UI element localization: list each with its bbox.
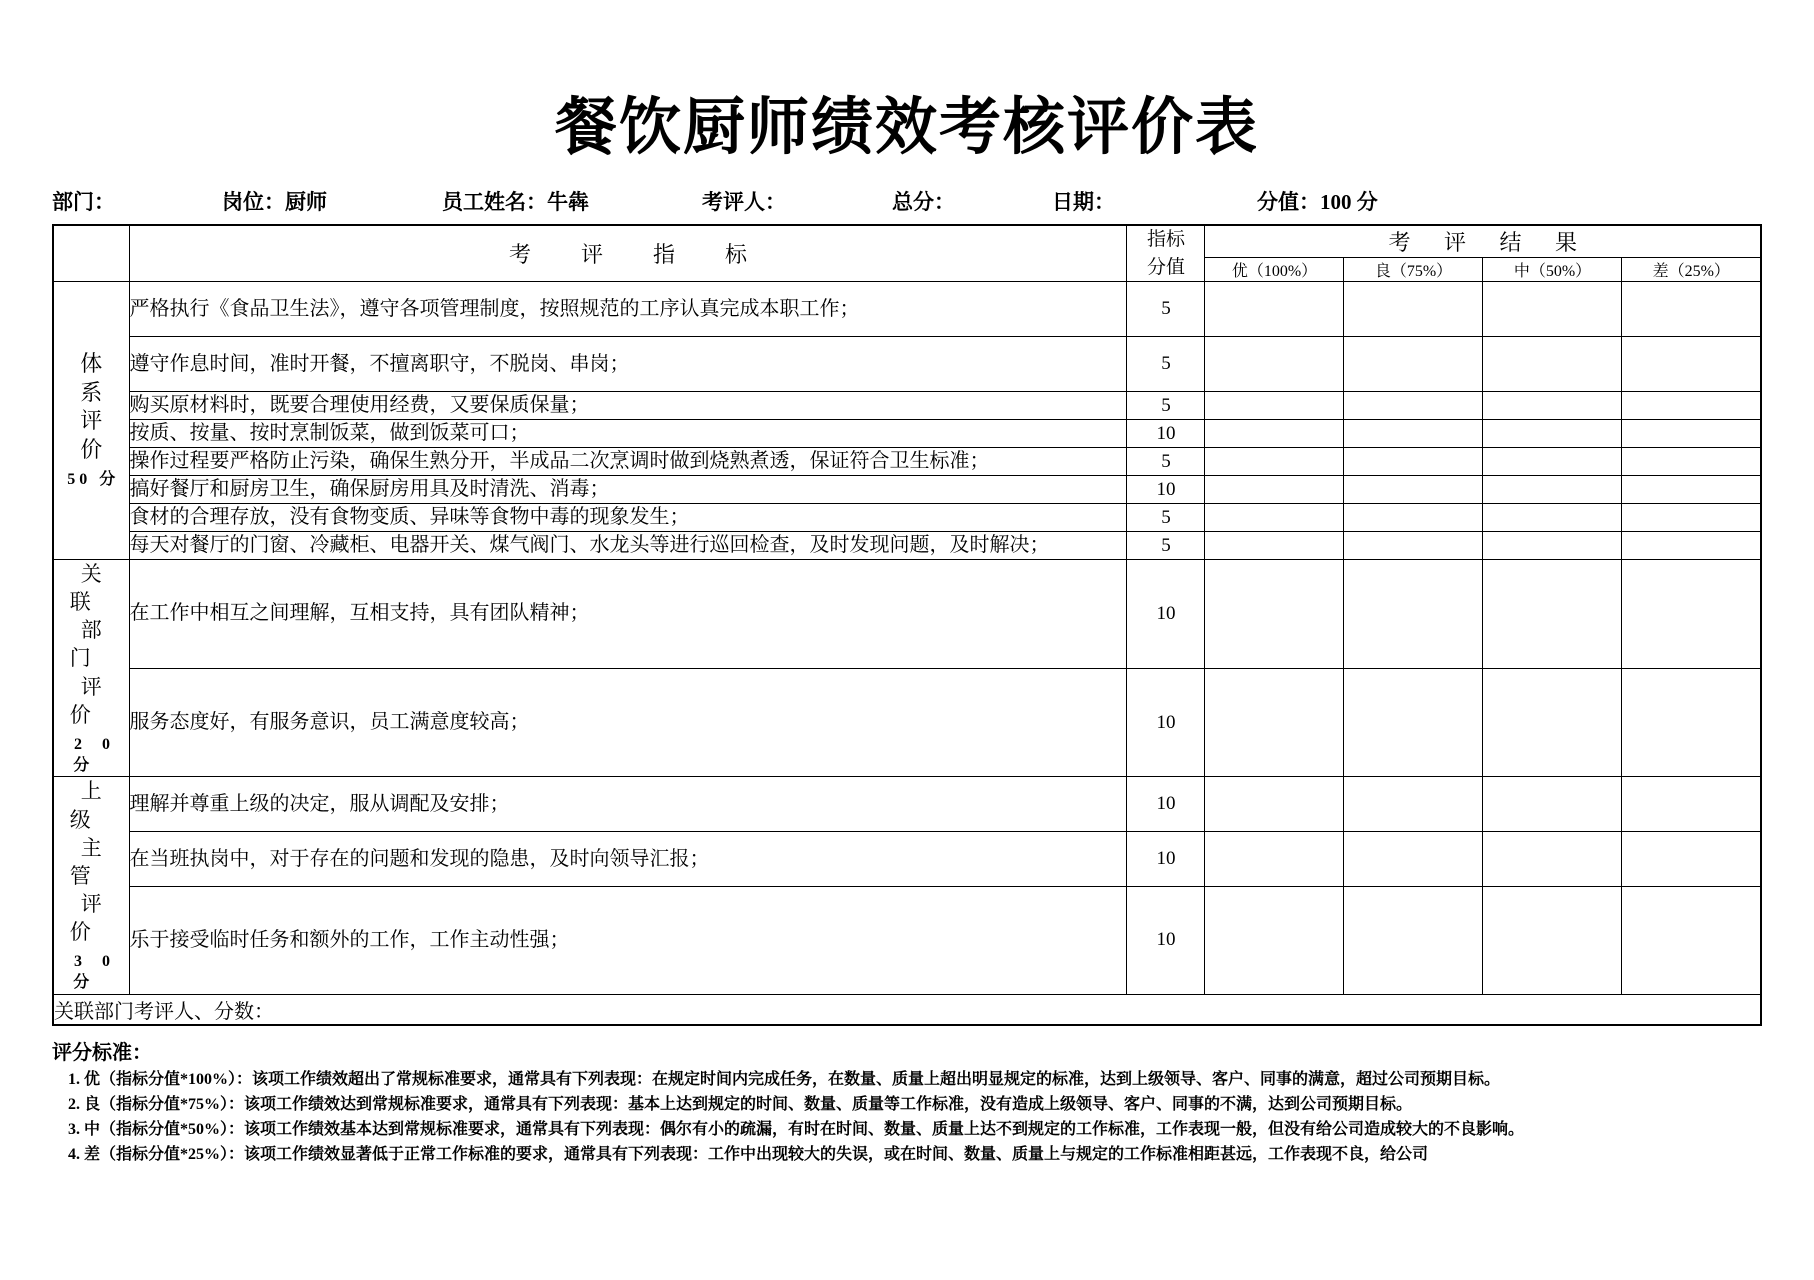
category-label-part: 主管 [69, 835, 124, 888]
indicator-text: 每天对餐厅的门窗、冷藏柜、电器开关、煤气阀门、水龙头等进行巡回检查，及时发现问题，及时解决； [129, 532, 1127, 560]
page-title: 餐饮厨师绩效考核评价表 [554, 90, 1259, 163]
indicator-points: 10 [1127, 560, 1205, 669]
indicator-text: 按质、按量、按时烹制饭菜，做到饭菜可口； [129, 420, 1127, 448]
criteria-item: 1. 优（指标分值*100%）：该项工作绩效超出了常规标准要求，通常具有下列表现：在规定时间内完成任务，在数量、质量上超出明显规定的标准，达到上级领导、客户、同事的满意，超过公司预期目标。 [68, 1070, 1501, 1088]
score-cell-average[interactable] [1483, 282, 1622, 337]
indicator-points: 5 [1127, 504, 1205, 532]
category-points: 50 分 [67, 471, 120, 489]
category-label-part: 价 [80, 436, 103, 462]
employee-name-field[interactable]: 员工姓名：牛犇 [442, 190, 589, 214]
category-cell [53, 282, 129, 560]
category-points: 30 分 [73, 953, 130, 991]
score-cell-excellent[interactable] [1205, 448, 1344, 476]
table-row [53, 392, 1761, 420]
score-cell-poor[interactable] [1622, 560, 1761, 669]
indicator-points: 5 [1127, 282, 1205, 337]
indicator-text: 乐于接受临时任务和额外的工作，工作主动性强； [129, 887, 1127, 995]
score-cell-average[interactable] [1483, 532, 1622, 560]
header-points-line2: 分值 [1146, 256, 1185, 278]
indicator-text: 服务态度好，有服务意识，员工满意度较高； [129, 668, 1127, 777]
score-cell-good[interactable] [1344, 777, 1483, 832]
header-indicator: 考 评 指 标 [129, 225, 1127, 282]
category-label-part: 评 [80, 408, 103, 434]
score-cell-good[interactable] [1344, 832, 1483, 887]
score-cell-average[interactable] [1483, 887, 1622, 995]
header-level-average: 中（50%） [1483, 258, 1622, 282]
score-cell-average[interactable] [1483, 420, 1622, 448]
score-cell-average[interactable] [1483, 476, 1622, 504]
score-cell-poor[interactable] [1622, 504, 1761, 532]
score-cell-poor[interactable] [1622, 668, 1761, 777]
criteria-item: 3. 中（指标分值*50%）：该项工作绩效基本达到常规标准要求，通常具有下列表现：偶尔有小的疏漏，有时在时间、数量、质量上达不到规定的工作标准，工作表现一般，但没有给公司造成较大的不良影响。 [68, 1120, 1525, 1138]
score-cell-excellent[interactable] [1205, 392, 1344, 420]
indicator-points: 10 [1127, 668, 1205, 777]
header-points [1127, 225, 1205, 282]
max-score-label: 分值：100 分 [1257, 190, 1378, 214]
score-cell-excellent[interactable] [1205, 887, 1344, 995]
table-row [53, 832, 1761, 887]
table-row [53, 448, 1761, 476]
category-label-part: 评价 [69, 891, 124, 945]
table-row [53, 420, 1761, 448]
table-row [53, 668, 1761, 777]
header-level-excellent: 优（100%） [1205, 258, 1344, 282]
indicator-points: 10 [1127, 887, 1205, 995]
category-label-part: 系 [80, 379, 103, 405]
score-cell-good[interactable] [1344, 392, 1483, 420]
indicator-points: 5 [1127, 337, 1205, 392]
rater-field[interactable]: 考评人： [702, 190, 786, 214]
table-row [53, 532, 1761, 560]
score-cell-good[interactable] [1344, 448, 1483, 476]
indicator-points: 10 [1127, 420, 1205, 448]
score-cell-excellent[interactable] [1205, 476, 1344, 504]
score-cell-poor[interactable] [1622, 392, 1761, 420]
table-row [53, 777, 1761, 832]
table-footer [53, 994, 1761, 1025]
score-cell-good[interactable] [1344, 420, 1483, 448]
table-row [53, 337, 1761, 392]
criteria-heading: 评分标准： [52, 1041, 152, 1064]
indicator-points: 5 [1127, 392, 1205, 420]
indicator-text: 严格执行《食品卫生法》，遵守各项管理制度，按照规范的工序认真完成本职工作； [129, 282, 1127, 337]
score-cell-average[interactable] [1483, 832, 1622, 887]
department-field[interactable]: 部门： [52, 190, 115, 214]
indicator-text: 搞好餐厅和厨房卫生，确保厨房用具及时清洗、消毒； [129, 476, 1127, 504]
header-level-poor: 差（25%） [1622, 258, 1761, 282]
total-score-field[interactable]: 总分： [892, 190, 955, 214]
criteria-item: 4. 差（指标分值*25%）：该项工作绩效显著低于正常工作标准的要求，通常具有下列表现：工作中出现较大的失误，或在时间、数量、质量上与规定的工作标准相距甚远，工作表现不良，给公司 [68, 1145, 1429, 1163]
score-cell-average[interactable] [1483, 448, 1622, 476]
score-cell-average[interactable] [1483, 777, 1622, 832]
score-cell-good[interactable] [1344, 282, 1483, 337]
score-cell-average[interactable] [1483, 337, 1622, 392]
indicator-text: 食材的合理存放，没有食物变质、异味等食物中毒的现象发生； [129, 504, 1127, 532]
indicator-text: 理解并尊重上级的决定，服从调配及安排； [129, 777, 1127, 832]
score-cell-good[interactable] [1344, 532, 1483, 560]
indicator-points: 5 [1127, 448, 1205, 476]
score-cell-excellent[interactable] [1205, 337, 1344, 392]
score-cell-poor[interactable] [1622, 887, 1761, 995]
table-row [53, 282, 1761, 337]
score-cell-excellent[interactable] [1205, 668, 1344, 777]
score-cell-average[interactable] [1483, 504, 1622, 532]
table-row [53, 560, 1761, 669]
indicator-points: 10 [1127, 832, 1205, 887]
table-header [53, 225, 1761, 282]
score-cell-poor[interactable] [1622, 448, 1761, 476]
score-cell-excellent[interactable] [1205, 504, 1344, 532]
score-cell-good[interactable] [1344, 337, 1483, 392]
score-cell-excellent[interactable] [1205, 532, 1344, 560]
score-cell-excellent[interactable] [1205, 832, 1344, 887]
score-cell-poor[interactable] [1622, 832, 1761, 887]
indicator-text: 在工作中相互之间理解，互相支持，具有团队精神； [129, 560, 1127, 669]
score-cell-good[interactable] [1344, 668, 1483, 777]
scoring-criteria [52, 1036, 1762, 1167]
category-cell [53, 560, 129, 777]
criteria-item: 2. 良（指标分值*75%）：该项工作绩效达到常规标准要求，通常具有下列表现：基本上达到规定的时间、数量、质量等工作标准，没有造成上级领导、客户、同事的不满，达到公司预期目标。 [68, 1095, 1413, 1113]
score-cell-excellent[interactable] [1205, 777, 1344, 832]
related-department-footnote[interactable]: 关联部门考评人、分数： [53, 994, 1761, 1025]
date-field[interactable]: 日期： [1052, 190, 1115, 214]
indicator-text: 操作过程要严格防止污染，确保生熟分开，半成品二次烹调时做到烧熟煮透，保证符合卫生标准； [129, 448, 1127, 476]
category-cell [53, 777, 129, 994]
score-cell-average[interactable] [1483, 392, 1622, 420]
indicator-text: 在当班执岗中，对于存在的问题和发现的隐患，及时向领导汇报； [129, 832, 1127, 887]
indicator-points: 10 [1127, 476, 1205, 504]
meta-info-row [52, 186, 1762, 216]
header-level-good: 良（75%） [1344, 258, 1483, 282]
score-cell-good[interactable] [1344, 476, 1483, 504]
score-cell-poor[interactable] [1622, 476, 1761, 504]
category-label-part: 关联 [69, 562, 124, 615]
score-cell-excellent[interactable] [1205, 420, 1344, 448]
indicator-text: 购买原材料时，既要合理使用经费，又要保质保量； [129, 392, 1127, 420]
score-cell-average[interactable] [1483, 560, 1622, 669]
position-field[interactable]: 岗位：厨师 [222, 190, 327, 214]
indicator-points: 5 [1127, 532, 1205, 560]
score-cell-good[interactable] [1344, 560, 1483, 669]
table-row [53, 887, 1761, 995]
evaluation-table [52, 224, 1762, 1026]
score-cell-good[interactable] [1344, 504, 1483, 532]
header-points-line1: 指标 [1146, 229, 1185, 250]
category-points: 20 分 [73, 735, 130, 774]
category-label-part: 上级 [69, 779, 124, 832]
table-row [53, 476, 1761, 504]
category-label-part: 体 [80, 351, 103, 376]
table-row [53, 504, 1761, 532]
score-cell-excellent[interactable] [1205, 560, 1344, 669]
criteria-list [52, 1068, 1762, 1167]
score-cell-poor[interactable] [1622, 282, 1761, 337]
score-cell-poor[interactable] [1622, 777, 1761, 832]
table-body [53, 282, 1761, 995]
score-cell-poor[interactable] [1622, 420, 1761, 448]
indicator-text: 遵守作息时间，准时开餐，不擅离职守，不脱岗、串岗； [129, 337, 1127, 392]
score-cell-poor[interactable] [1622, 532, 1761, 560]
score-cell-good[interactable] [1344, 887, 1483, 995]
category-label-part: 部门 [69, 618, 124, 671]
header-corner-cell [53, 225, 129, 282]
score-cell-excellent[interactable] [1205, 282, 1344, 337]
header-result: 考 评 结 果 [1205, 225, 1761, 258]
indicator-points: 10 [1127, 777, 1205, 832]
score-cell-poor[interactable] [1622, 337, 1761, 392]
score-cell-average[interactable] [1483, 668, 1622, 777]
category-label-part: 评价 [69, 674, 124, 727]
